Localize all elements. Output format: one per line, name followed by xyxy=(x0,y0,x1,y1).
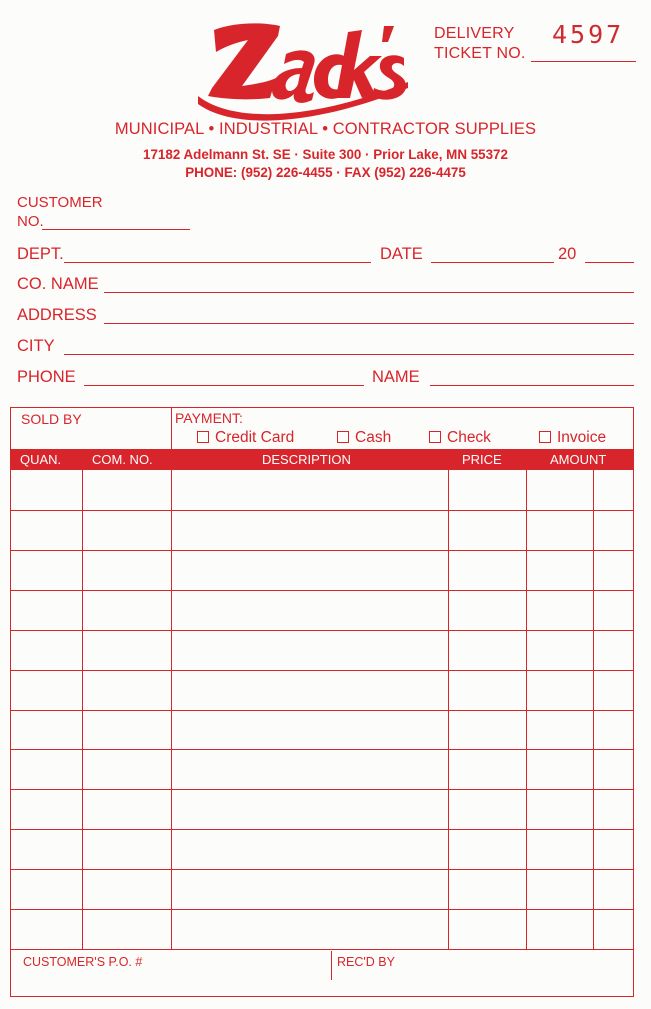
phone-label: PHONE xyxy=(17,368,76,386)
col-header-amount: AMOUNT xyxy=(550,452,607,467)
col-header-price: PRICE xyxy=(462,452,502,467)
col-header-quan: QUAN. xyxy=(20,452,62,467)
table-row[interactable] xyxy=(10,670,634,671)
table-row[interactable] xyxy=(10,749,634,750)
recd-by-label: REC'D BY xyxy=(337,955,395,969)
col-header-com-no: COM. NO. xyxy=(92,452,153,467)
table-row[interactable] xyxy=(10,789,634,790)
table-row[interactable] xyxy=(10,550,634,551)
table-row[interactable] xyxy=(10,590,634,591)
date-field[interactable] xyxy=(431,262,554,263)
table-row[interactable] xyxy=(10,829,634,830)
customer-no-line2: NO. xyxy=(17,213,44,230)
customer-no-line1: CUSTOMER xyxy=(17,194,103,211)
payment-option-check[interactable] xyxy=(429,429,491,447)
phone-field[interactable] xyxy=(84,385,364,386)
payment-option-credit-card[interactable] xyxy=(197,429,294,447)
company-phone: PHONE: (952) 226-4455 · FAX (952) 226-4475 xyxy=(185,165,466,180)
co-name-field[interactable] xyxy=(104,292,634,293)
payment-option-invoice[interactable] xyxy=(539,429,606,447)
delivery-ticket-label xyxy=(434,24,526,64)
check-checkbox[interactable] xyxy=(429,431,441,443)
co-name-label: CO. NAME xyxy=(17,275,99,293)
soldby-divider xyxy=(171,407,172,451)
table-row[interactable] xyxy=(10,909,634,910)
recd-by-divider xyxy=(331,951,332,980)
date-label: DATE xyxy=(380,245,423,263)
invoice-label: Invoice xyxy=(557,429,607,446)
name-label: NAME xyxy=(372,368,420,386)
ticket-number-line xyxy=(531,61,636,62)
dept-field[interactable] xyxy=(64,262,371,263)
zacks-logo xyxy=(194,12,414,124)
credit-card-label: Credit Card xyxy=(215,429,295,446)
company-tagline: MUNICIPAL • INDUSTRIAL • CONTRACTOR SUPPLIES xyxy=(114,120,537,138)
city-label: CITY xyxy=(17,337,55,355)
customer-po-label: CUSTOMER'S P.O. # xyxy=(23,955,143,969)
customer-no-label xyxy=(17,193,103,231)
cash-label: Cash xyxy=(355,429,392,446)
logo-text: Zack's xyxy=(194,12,197,13)
cash-checkbox[interactable] xyxy=(337,431,349,443)
company-address: 17182 Adelmann St. SE · Suite 300 · Prior Lake, MN 55372 xyxy=(143,147,508,162)
name-field[interactable] xyxy=(430,385,634,386)
address-field[interactable] xyxy=(104,323,634,324)
ticket-number: 4597 xyxy=(552,20,625,49)
dept-label: DEPT. xyxy=(17,245,64,263)
city-field[interactable] xyxy=(64,354,634,355)
sold-by-label: SOLD BY xyxy=(21,411,82,427)
year-label: 20 xyxy=(558,245,577,263)
address-label: ADDRESS xyxy=(17,306,97,324)
customer-no-field[interactable] xyxy=(42,229,190,230)
credit-card-checkbox[interactable] xyxy=(197,431,209,443)
delivery-label-line1: DELIVERY xyxy=(434,25,515,42)
col-header-description: DESCRIPTION xyxy=(262,452,351,467)
table-row[interactable] xyxy=(10,630,634,631)
table-row[interactable] xyxy=(10,510,634,511)
check-label: Check xyxy=(447,429,491,446)
footer-divider xyxy=(10,949,634,950)
table-row[interactable] xyxy=(10,869,634,870)
payment-label: PAYMENT: xyxy=(175,410,243,426)
year-field[interactable] xyxy=(585,262,634,263)
payment-option-cash[interactable] xyxy=(337,429,391,447)
table-row[interactable] xyxy=(10,710,634,711)
delivery-label-line2: TICKET NO. xyxy=(434,45,526,62)
invoice-checkbox[interactable] xyxy=(539,431,551,443)
